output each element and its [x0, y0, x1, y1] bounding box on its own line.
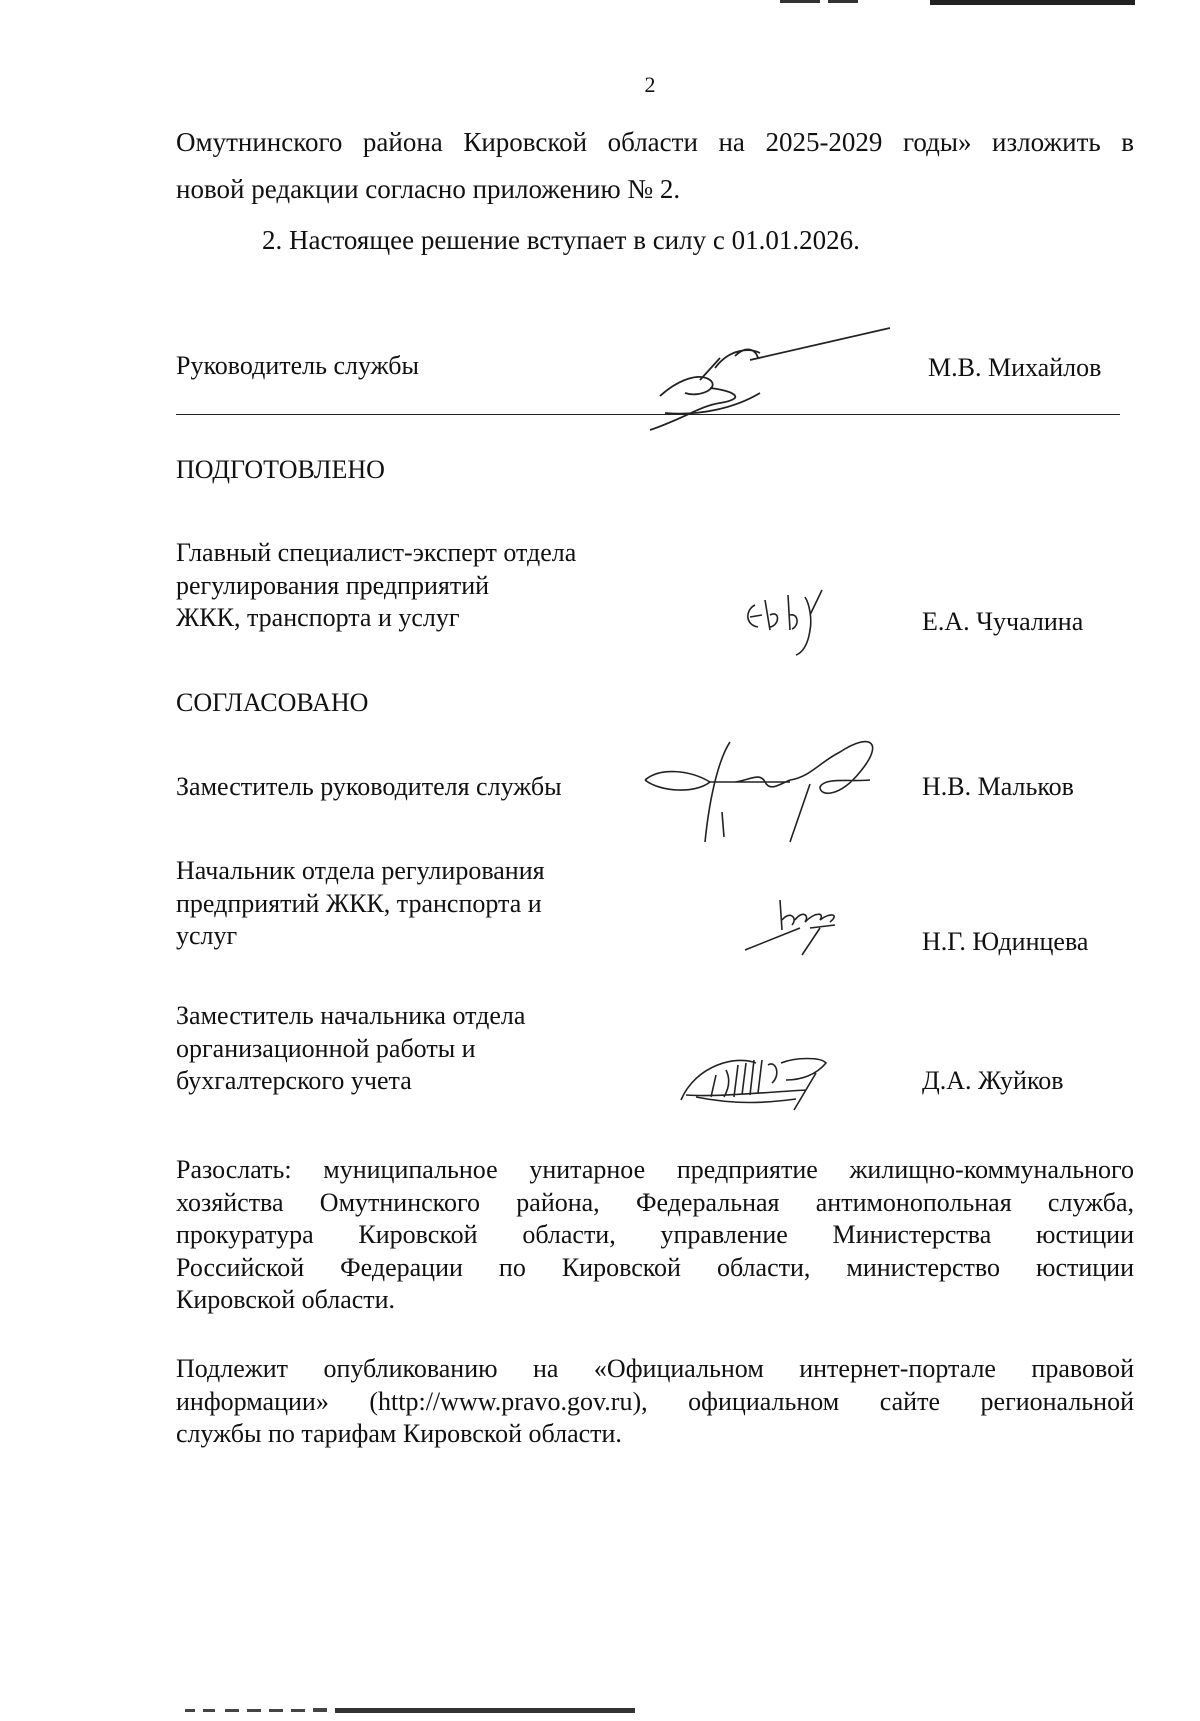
prepared-role-line: регулирования предприятий — [176, 570, 490, 600]
body-paragraph-2: 2. Настоящее решение вступает в силу с 01.01.2026. — [262, 225, 860, 255]
distribution-line: Разослать: муниципальное унитарное предприятие жилищно-коммунального — [176, 1155, 1134, 1184]
signer-role-line: бухгалтерского учета — [176, 1066, 412, 1095]
publication-line: службы по тарифам Кировской области. — [176, 1419, 622, 1448]
signer-role-line: Заместитель руководителя службы — [176, 772, 562, 801]
signature-agreed-2 — [740, 880, 860, 960]
signature-prepared — [740, 585, 830, 660]
distribution-line: хозяйства Омутнинского района, Федеральная антимонопольная служба, — [176, 1187, 1134, 1217]
distribution-line: прокуратура Кировской области, управление Министерства юстиции — [176, 1220, 1134, 1249]
distribution-list — [176, 1154, 1134, 1317]
publication-line: информации» (http://www.pravo.gov.ru), официальном сайте региональной — [176, 1386, 1134, 1416]
page-number: 2 — [644, 72, 656, 97]
head-name: М.В. Михайлов — [928, 353, 1102, 382]
prepared-role — [176, 537, 576, 635]
signer-role-line: услуг — [176, 921, 238, 950]
agreed-signer-1-role — [176, 771, 562, 804]
signature-agreed-1 — [640, 712, 940, 852]
scan-artifact-top — [780, 0, 1135, 6]
agreed-signer-1-name: Н.В. Мальков — [922, 772, 1074, 801]
signer-role-line: организационной работы и — [176, 1033, 476, 1063]
prepared-role-line: Главный специалист-эксперт отдела — [176, 538, 577, 567]
prepared-role-line: ЖКК, транспорта и услуг — [176, 603, 460, 632]
scan-artifact-bottom — [185, 1706, 665, 1714]
prepared-name: Е.А. Чучалина — [922, 607, 1084, 636]
agreed-signer-2-role — [176, 855, 545, 953]
prepared-heading: ПОДГОТОВЛЕНО — [176, 455, 385, 484]
signer-role-line: Заместитель начальника отдела — [176, 1001, 526, 1030]
signature-agreed-3 — [676, 1035, 886, 1115]
publication-note — [176, 1353, 1134, 1451]
signature-divider — [176, 414, 1120, 415]
signer-role-line: предприятий ЖКК, транспорта и — [176, 888, 542, 918]
agreed-signer-3-role — [176, 1000, 525, 1098]
head-role: Руководитель службы — [176, 351, 419, 380]
signer-role-line: Начальник отдела регулирования — [176, 856, 545, 885]
body-paragraph-1-line-2: новой редакции согласно приложению № 2. — [176, 174, 681, 204]
signature-head — [640, 318, 910, 438]
agreed-signer-3-name: Д.А. Жуйков — [922, 1066, 1064, 1095]
distribution-line: Кировской области. — [176, 1285, 396, 1314]
agreed-signer-2-name: Н.Г. Юдинцева — [922, 927, 1089, 956]
distribution-line: Российской Федерации по Кировской области, министерство юстиции — [176, 1252, 1134, 1282]
body-paragraph-1-line-1: Омутнинского района Кировской области на 2025-2029 годы» изложить в — [176, 127, 1134, 157]
publication-line: Подлежит опубликованию на «Официальном интернет-портале правовой — [176, 1354, 1134, 1383]
agreed-heading: СОГЛАСОВАНО — [176, 688, 369, 717]
